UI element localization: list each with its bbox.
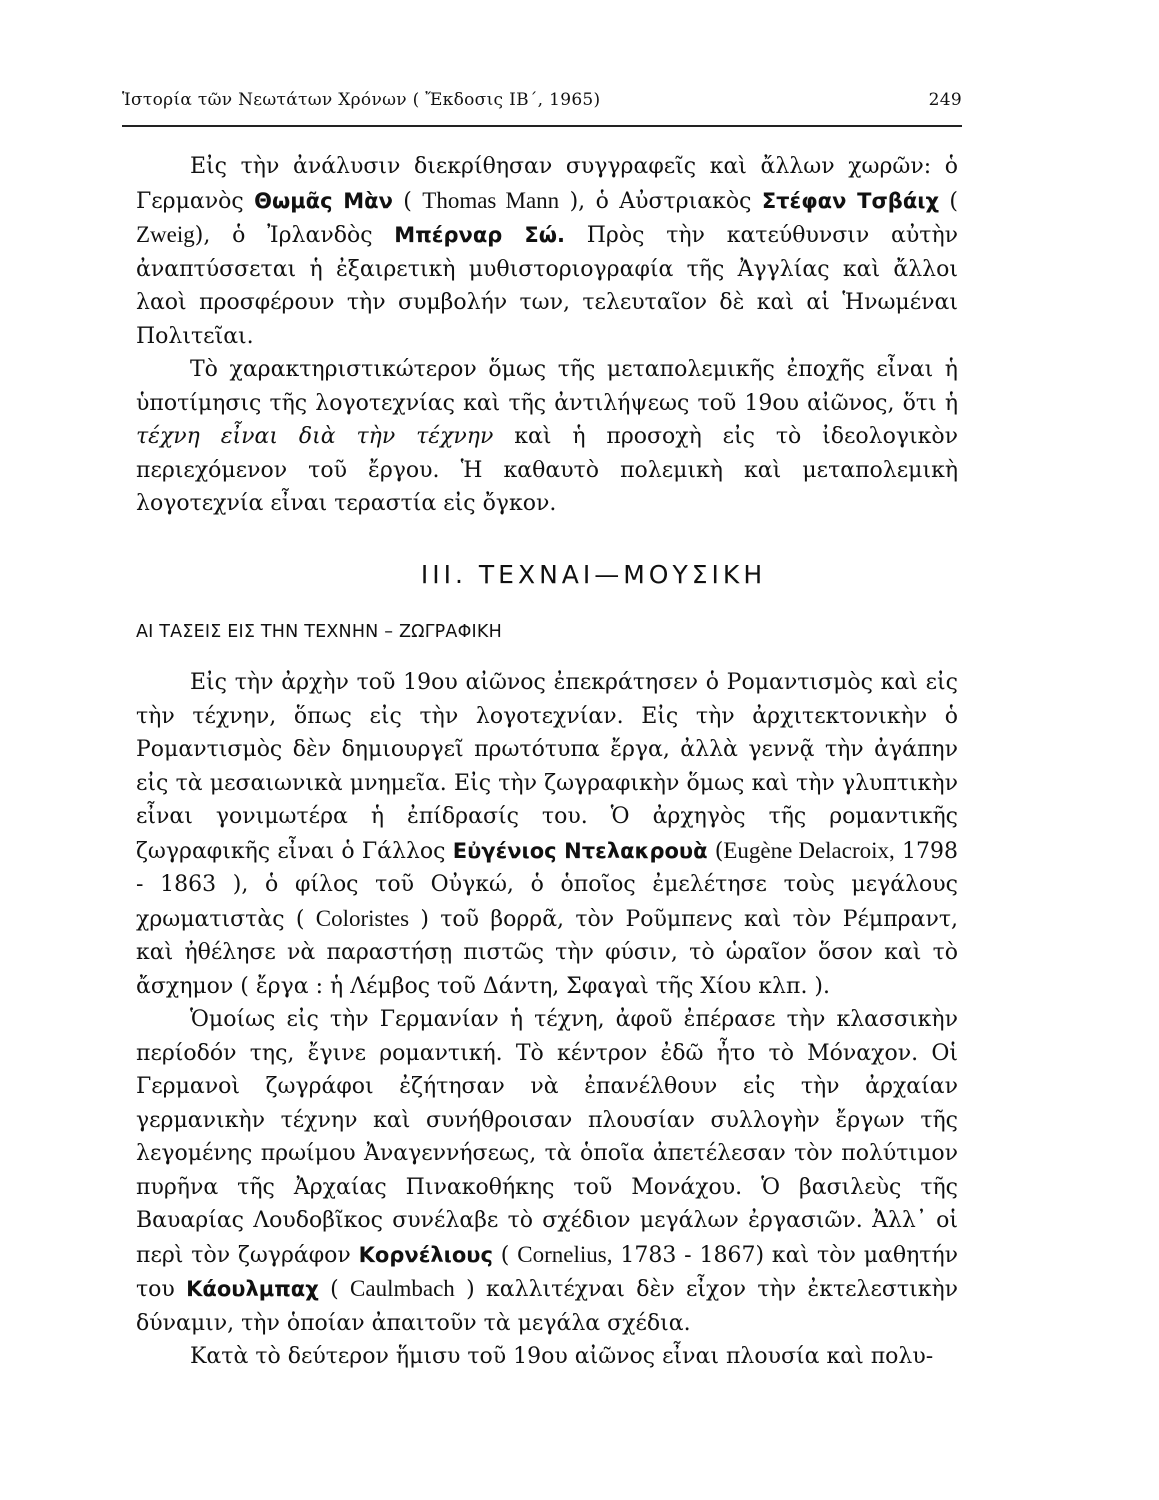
paragraph-2 [136,353,958,521]
bold-name: Εὐγένιος Ντελακρουὰ [452,838,708,863]
bold-name: Κορνέλιους [358,1242,493,1267]
bold-name: Κάουλμπαχ [186,1277,319,1301]
latin-name: Caulmbach [350,1276,455,1301]
latin-name: Thomas Mann [422,187,560,213]
paragraph-1 [136,150,958,353]
text-span: ), ὁ Ἰρλανδὸς [194,223,395,248]
text-span: Εἰς τὴν ἀρχὴν τοῦ 19ου αἰῶνος ἐπεκράτησεν ὁ Ρομαντισμὸς καὶ εἰς τὴν τέχνην, ὅπως εἰς τὴν λογοτεχνίαν. Εἰς τὴν ἀρχιτεκτονικὴν ὁ Ρομαντισμὸς δὲν δημιουργεῖ πρωτότυπα ἔργα, ἀλλὰ γεννᾷ τὴν ἀγάπην εἰς τὰ μεσαιωνικὰ μνημεῖα. Εἰς τὴν ζωγραφικὴν ὅμως καὶ τὴν γλυπτικὴν εἶναι γονιμωτέρα ἡ ἐπίδρασίς του. Ὁ ἀρχηγὸς τῆς ρομαντικῆς ζωγραφικῆς εἶναι ὁ Γάλλος [136,670,958,864]
paragraph-3 [136,666,958,1003]
paragraph-5 [136,1340,958,1374]
text-span: ( [492,1242,518,1268]
header-rule [122,125,962,127]
text-block-literature [136,150,958,521]
text-span: Εἰς τὴν ἀνάλυσιν διεκρίθησαν συγγραφεῖς καὶ ἄλλων χωρῶν: ὁ Γερμανὸς [136,154,958,214]
text-span: ( [392,188,423,214]
text-span: Κατὰ τὸ δεύτερον ἥμισυ τοῦ 19ου αἰῶνος εἶναι πλουσία καὶ πολυ- [190,1344,934,1369]
text-span: ( [318,1277,351,1302]
bold-name: Στέφαν Τσβάιχ [761,188,939,213]
latin-name: Cornelius, [517,1241,613,1267]
bold-name: Μπέρναρ Σώ. [394,223,565,247]
text-span: Πρὸς τὴν κατεύθυνσιν αὐτὴν ἀναπτύσσεται ἡ ἐξαιρετικὴ μυθιστοριογραφία τῆς Ἀγγλίας καὶ ἄλλοι λαοὶ προσφέρουν τὴν συμβολήν των, τελευταῖον δὲ καὶ αἱ Ἡνωμέναι Πολιτεῖαι. [136,223,958,349]
section-title: ΙΙΙ. ΤΕΧΝΑΙ—ΜΟΥΣΙΚΗ [420,560,767,589]
text-span: Ὁμοίως εἰς τὴν Γερμανίαν ἡ τέχνη, ἀφοῦ ἐπέρασε τὴν κλασσικὴν περίοδόν της, ἔγινε ρομαντική. Τὸ κέντρον ἐδῶ ἦτο τὸ Μόναχον. Οἱ Γερμανοὶ ζωγράφοι ἐζήτησαν νὰ ἐπανέλθουν εἰς τὴν ἀρχαίαν γερμανικὴν τέχνην καὶ συνήθροισαν πλουσίαν συλλογὴν ἔργων τῆς λεγομένης πρωίμου Ἀναγεννήσεως, τὰ ὁποῖα ἀπετέλεσαν τὸν πολύτιμον πυρῆνα τῆς Ἀρχαίας Πινακοθήκης τοῦ Μονάχου. Ὁ βασιλεὺς τῆς Βαυαρίας Λουδοβῖκος συνέλαβε τὸ σχέδιον μεγάλων ἐργασιῶν. Ἀλλ᾽ οἱ περὶ τὸν ζωγράφον [136,1007,958,1268]
text-span: ) τοῦ βορρᾶ, τὸν Ροῦμπενς καὶ τὸν Ρέμπραντ, καὶ ἠθέλησε νὰ παραστήσῃ πιστῶς τὴν φύσιν, τὸ ὡραῖον ὅσον καὶ τὸ ἄσχημον ( ἔργα : ἡ Λέμβος τοῦ Δάντη, Σφαγαὶ τῆς Χίου κλπ. ). [136,906,958,999]
text-span: 1783 - 1867) καὶ τὸν μαθητήν του [136,1242,959,1302]
latin-name: Eugène Delacroix, [723,837,895,863]
text-span: καὶ ἡ προσοχὴ εἰς τὸ ἰδεολογικὸν περιεχόμενον τοῦ ἔργου. Ἡ καθαυτὸ πολεμικὴ καὶ μεταπολεμικὴ λογοτεχνία εἶναι τεραστία εἰς ὄγκον. [136,424,959,516]
paragraph-4 [136,1003,958,1340]
text-span: Τὸ χαρακτηριστικώτερον ὅμως τῆς μεταπολεμικῆς ἐποχῆς εἶναι ἡ ὑποτίμησις τῆς λογοτεχνίας καὶ τῆς ἀντιλήψεως τοῦ 19ου αἰῶνος, ὅτι ἡ [136,357,958,416]
text-span: ( [939,188,958,214]
text-span: ( [707,838,724,864]
latin-name: Zweig [136,222,195,247]
latin-name: Coloristes [315,905,410,931]
text-block-art [136,666,958,1374]
running-header [122,86,962,116]
bold-name: Θωμᾶς Μὰν [254,188,393,213]
subheading: ΑΙ ΤΑΣΕΙΣ ΕΙΣ ΤΗΝ ΤΕΧΝΗΝ – ΖΩΓΡΑΦΙΚΗ [136,622,502,642]
italic-phrase: τέχνη εἶναι διὰ τὴν τέχνην [136,424,494,449]
running-title: Ἱστορία τῶν Νεωτάτων Χρόνων ( Ἔκδοσις ΙΒ΄, 1965) [122,90,601,110]
text-span: ) καλλιτέχναι δὲν εἶχον τὴν ἐκτελεστικὴν δύναμιν, τὴν ὁποίαν ἀπαιτοῦν τὰ μεγάλα σχέδια. [136,1277,958,1336]
page-number: 249 [928,90,962,110]
text-span: ), ὁ Αὐστριακὸς [559,188,762,214]
text-span: 1798 - 1863 ), ὁ φίλος τοῦ Οὐγκώ, ὁ ὁποῖος ἐμελέτησε τοὺς μεγάλους χρωματιστὰς ( [136,838,958,932]
